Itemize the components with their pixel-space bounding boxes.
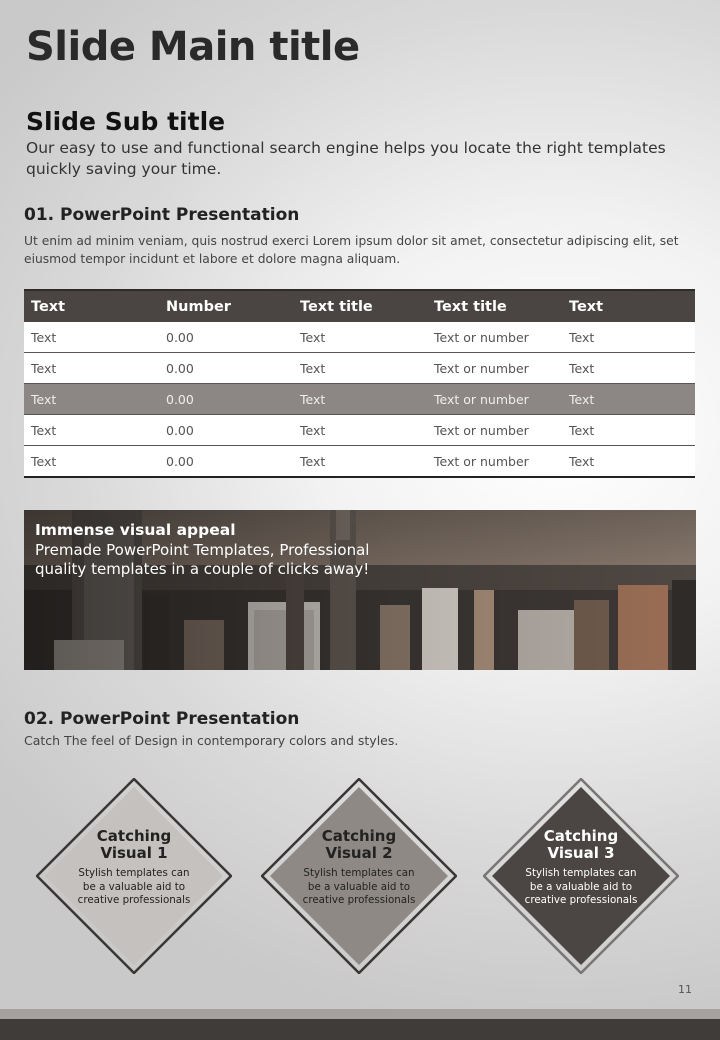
- table-cell: Text: [562, 446, 695, 478]
- table-cell: Text: [562, 384, 695, 415]
- table-row: [24, 415, 695, 446]
- table-cell: 0.00: [159, 384, 293, 415]
- table-header-cell: Text title: [427, 290, 562, 322]
- table-cell: Text: [24, 384, 159, 415]
- card-text: Stylish templates can be a valuable aid to creative professionals: [524, 867, 638, 906]
- table-cell: Text: [293, 384, 427, 415]
- section-2-heading: 02. PowerPoint Presentation: [24, 709, 300, 729]
- subtitle-description: Our easy to use and functional search engine helps you locate the right templates quickly saving your time.: [26, 139, 666, 178]
- diamond-card-1: [36, 778, 232, 974]
- table-cell: Text or number: [427, 353, 562, 384]
- diamond-card-3: [483, 778, 679, 974]
- table-cell: Text or number: [427, 322, 562, 353]
- diamond-card-2: [261, 778, 457, 974]
- table-row: [24, 446, 695, 478]
- card-text: Stylish templates can be a valuable aid to creative professionals: [302, 867, 416, 906]
- table-cell: Text: [24, 322, 159, 353]
- table-row-highlighted: [24, 384, 695, 415]
- card-text: Stylish templates can be a valuable aid to creative professionals: [77, 867, 191, 906]
- table-cell: Text or number: [427, 415, 562, 446]
- table-header-cell: Number: [159, 290, 293, 322]
- table-cell: 0.00: [159, 415, 293, 446]
- table-cell: Text: [562, 322, 695, 353]
- footer-bar-light: [0, 1009, 720, 1019]
- banner-text: Premade PowerPoint Templates, Professional quality templates in a couple of clicks away!: [35, 541, 370, 578]
- table-cell: 0.00: [159, 322, 293, 353]
- card-title: Catching Visual 3: [543, 827, 619, 862]
- table-cell: Text or number: [427, 446, 562, 478]
- table-header-cell: Text title: [293, 290, 427, 322]
- table-cell: Text: [24, 415, 159, 446]
- table-cell: Text: [24, 446, 159, 478]
- footer-bar-dark: [0, 1019, 720, 1040]
- card-title: Catching Visual 2: [321, 827, 397, 862]
- page-number: 11: [678, 983, 692, 996]
- table-cell: 0.00: [159, 446, 293, 478]
- table-header-cell: Text: [24, 290, 159, 322]
- table-cell: 0.00: [159, 353, 293, 384]
- table-row: [24, 353, 695, 384]
- page-subtitle: Slide Sub title: [26, 107, 226, 136]
- card-title: Catching Visual 1: [96, 827, 172, 862]
- card-content: [521, 828, 641, 908]
- section-2-description: Catch The feel of Design in contemporary colors and styles.: [24, 733, 399, 748]
- table-row: [24, 322, 695, 353]
- table-cell: Text: [562, 415, 695, 446]
- section-1-description: Ut enim ad minim veniam, quis nostrud exerci Lorem ipsum dolor sit amet, consectetur adipiscing elit, set eiusmod tempor incidunt et labore et dolore magna aliquam.: [24, 234, 679, 266]
- table-cell: Text: [24, 353, 159, 384]
- city-banner: [24, 510, 696, 670]
- section-1-heading: 01. PowerPoint Presentation: [24, 205, 300, 225]
- card-content: [74, 828, 194, 908]
- page-title: Slide Main title: [26, 24, 360, 70]
- banner-title: Immense visual appeal: [35, 521, 236, 539]
- table-cell: Text: [293, 446, 427, 478]
- table-cell: Text or number: [427, 384, 562, 415]
- table-header-cell: Text: [562, 290, 695, 322]
- data-table: [24, 289, 695, 478]
- table-cell: Text: [293, 322, 427, 353]
- table-header-row: [24, 290, 695, 322]
- card-content: [299, 828, 419, 908]
- table-cell: Text: [293, 415, 427, 446]
- table-cell: Text: [293, 353, 427, 384]
- table-cell: Text: [562, 353, 695, 384]
